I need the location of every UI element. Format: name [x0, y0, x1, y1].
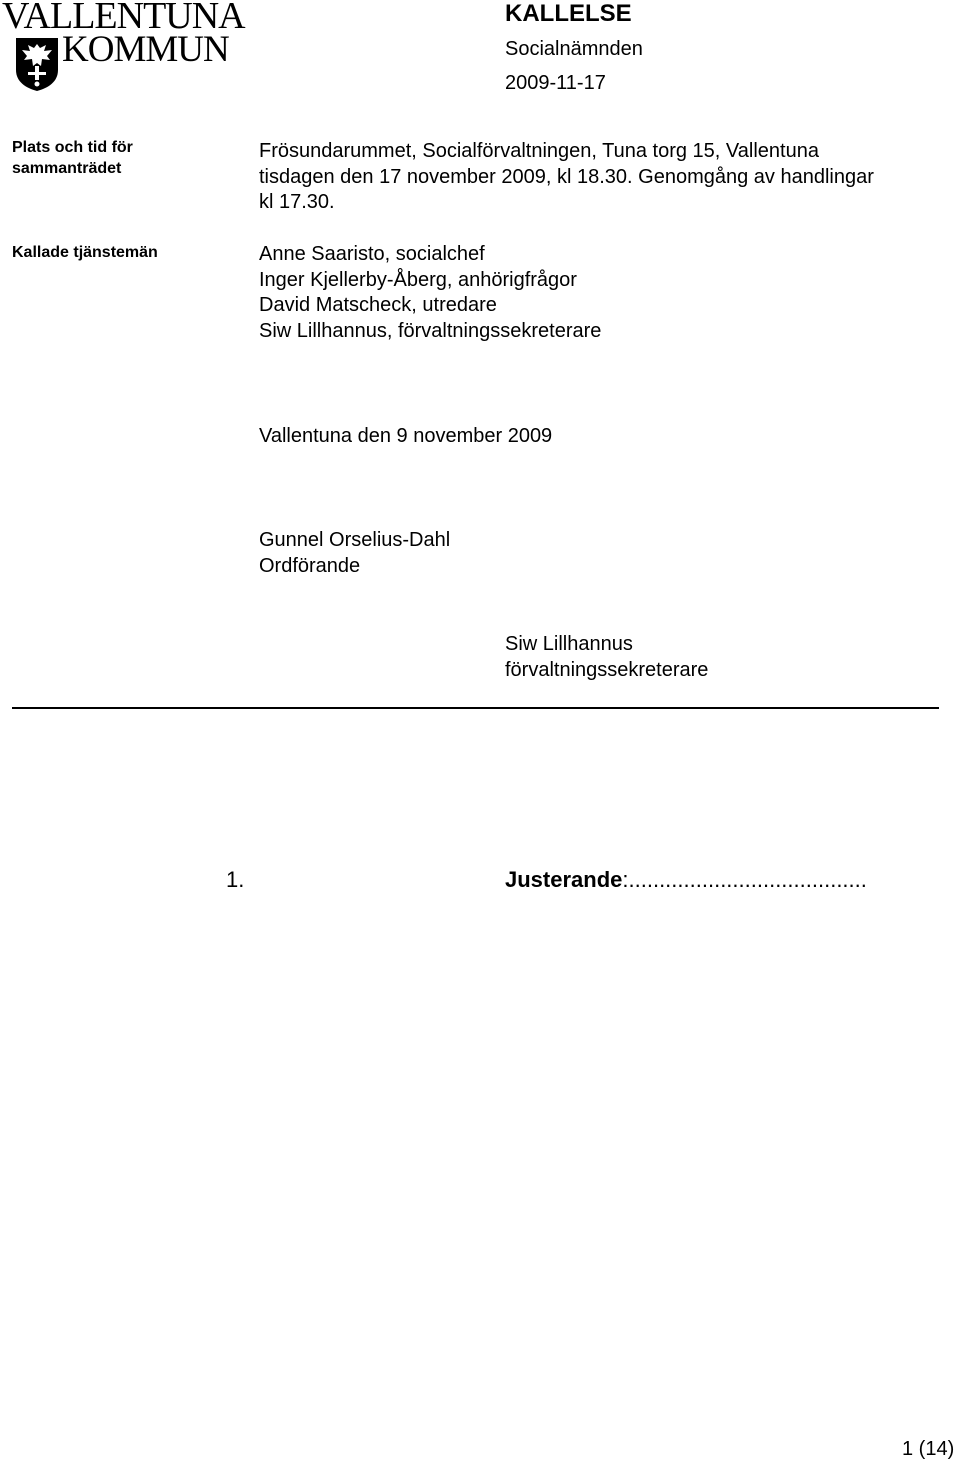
official-item: Anne Saaristo, socialchef	[259, 243, 485, 265]
meeting-line: Frösundarummet, Socialförvaltningen, Tuna torg 15, Vallentuna	[259, 140, 819, 162]
meeting-label: Plats och tid för sammanträdet	[12, 139, 133, 177]
section-divider	[12, 707, 939, 709]
officials-list	[259, 242, 601, 344]
meeting-line: tisdagen den 17 november 2009, kl 18.30. Genomgång av handlingar	[259, 165, 874, 188]
place-date-text: Vallentuna den 9 november 2009	[259, 425, 553, 447]
chair-signature	[259, 528, 450, 579]
secretary-role: förvaltningssekreterare	[505, 658, 709, 681]
document-date: 2009-11-17	[505, 72, 606, 94]
official-item: Siw Lillhannus, förvaltningssekreterare	[259, 319, 602, 342]
chair-role: Ordförande	[259, 554, 361, 577]
meeting-line: kl 17.30.	[259, 191, 335, 213]
committee-name: Socialnämnden	[505, 38, 643, 60]
document-title: KALLELSE	[505, 0, 632, 27]
secretary-signature	[505, 632, 708, 683]
agenda-item-dots: :.......................................	[622, 867, 867, 892]
agenda-item-label: Justerande	[505, 867, 623, 892]
municipality-logo	[0, 0, 250, 96]
coat-of-arms-icon	[14, 36, 60, 92]
page-number: 1 (14)	[902, 1438, 955, 1460]
secretary-name: Siw Lillhannus	[505, 633, 633, 655]
official-item: David Matscheck, utredare	[259, 294, 497, 316]
place-date	[259, 424, 552, 450]
logo-text-line2: KOMMUN	[62, 29, 229, 70]
officials-label: Kallade tjänstemän	[12, 244, 158, 261]
logo-text-line1: VALLENTUNA	[2, 0, 245, 37]
agenda-item-number: 1.	[226, 867, 245, 892]
chair-name: Gunnel Orselius-Dahl	[259, 529, 451, 551]
agenda-item	[505, 867, 867, 893]
meeting-details	[259, 139, 874, 216]
official-item: Inger Kjellerby-Åberg, anhörigfrågor	[259, 268, 577, 291]
